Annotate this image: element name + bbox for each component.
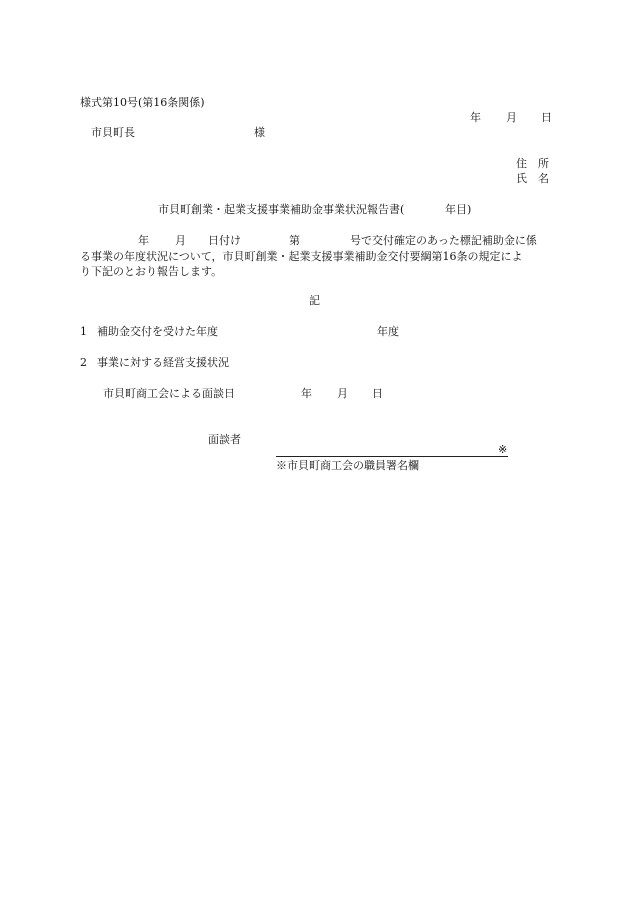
interview-date-label: 市貝町商工会による面談日 (103, 387, 235, 400)
addressee-name: 市貝町長 (91, 126, 135, 139)
body-number-prefix: 第 (289, 234, 300, 247)
body-year: 年 (138, 234, 149, 247)
title-suffix: 年目) (445, 203, 472, 216)
date-month-label: 月 (506, 111, 517, 124)
address-label: 住 所 (516, 157, 549, 170)
item-2-number: 2 (80, 356, 87, 369)
item-1-unit: 年度 (377, 325, 399, 338)
signature-line (276, 456, 508, 457)
item-1-label: 補助金交付を受けた年度 (97, 325, 218, 338)
date-day-label: 日 (541, 111, 552, 124)
body-line2: る事業の年度状況について，市貝町創業・起業支援事業補助金交付要綱第16条の規定によ (80, 250, 523, 263)
interviewer-label: 面談者 (208, 433, 241, 446)
body-line1-rest: 号で交付確定のあった標記補助金に係 (350, 234, 537, 247)
date-year-label: 年 (470, 111, 481, 124)
interview-year: 年 (301, 387, 312, 400)
ki-heading: 記 (309, 294, 320, 307)
interview-day: 日 (372, 387, 383, 400)
interview-month: 月 (337, 387, 348, 400)
title-main: 市貝町創業・起業支援事業補助金事業状況報告書( (158, 203, 405, 216)
body-month: 月 (175, 234, 186, 247)
body-paragraph (80, 234, 550, 279)
signature-mark: ※ (498, 443, 508, 456)
name-label: 氏 名 (516, 172, 549, 185)
form-number: 様式第10号(第16条関係) (80, 96, 205, 109)
body-dated: 日付け (208, 234, 241, 247)
item-1-number: 1 (80, 325, 87, 338)
body-line3: り下記のとおり報告します。 (80, 265, 223, 278)
addressee-honorific: 様 (254, 126, 265, 139)
signature-note: ※市貝町商工会の職員署名欄 (276, 459, 419, 472)
item-2-label: 事業に対する経営支援状況 (97, 356, 229, 369)
